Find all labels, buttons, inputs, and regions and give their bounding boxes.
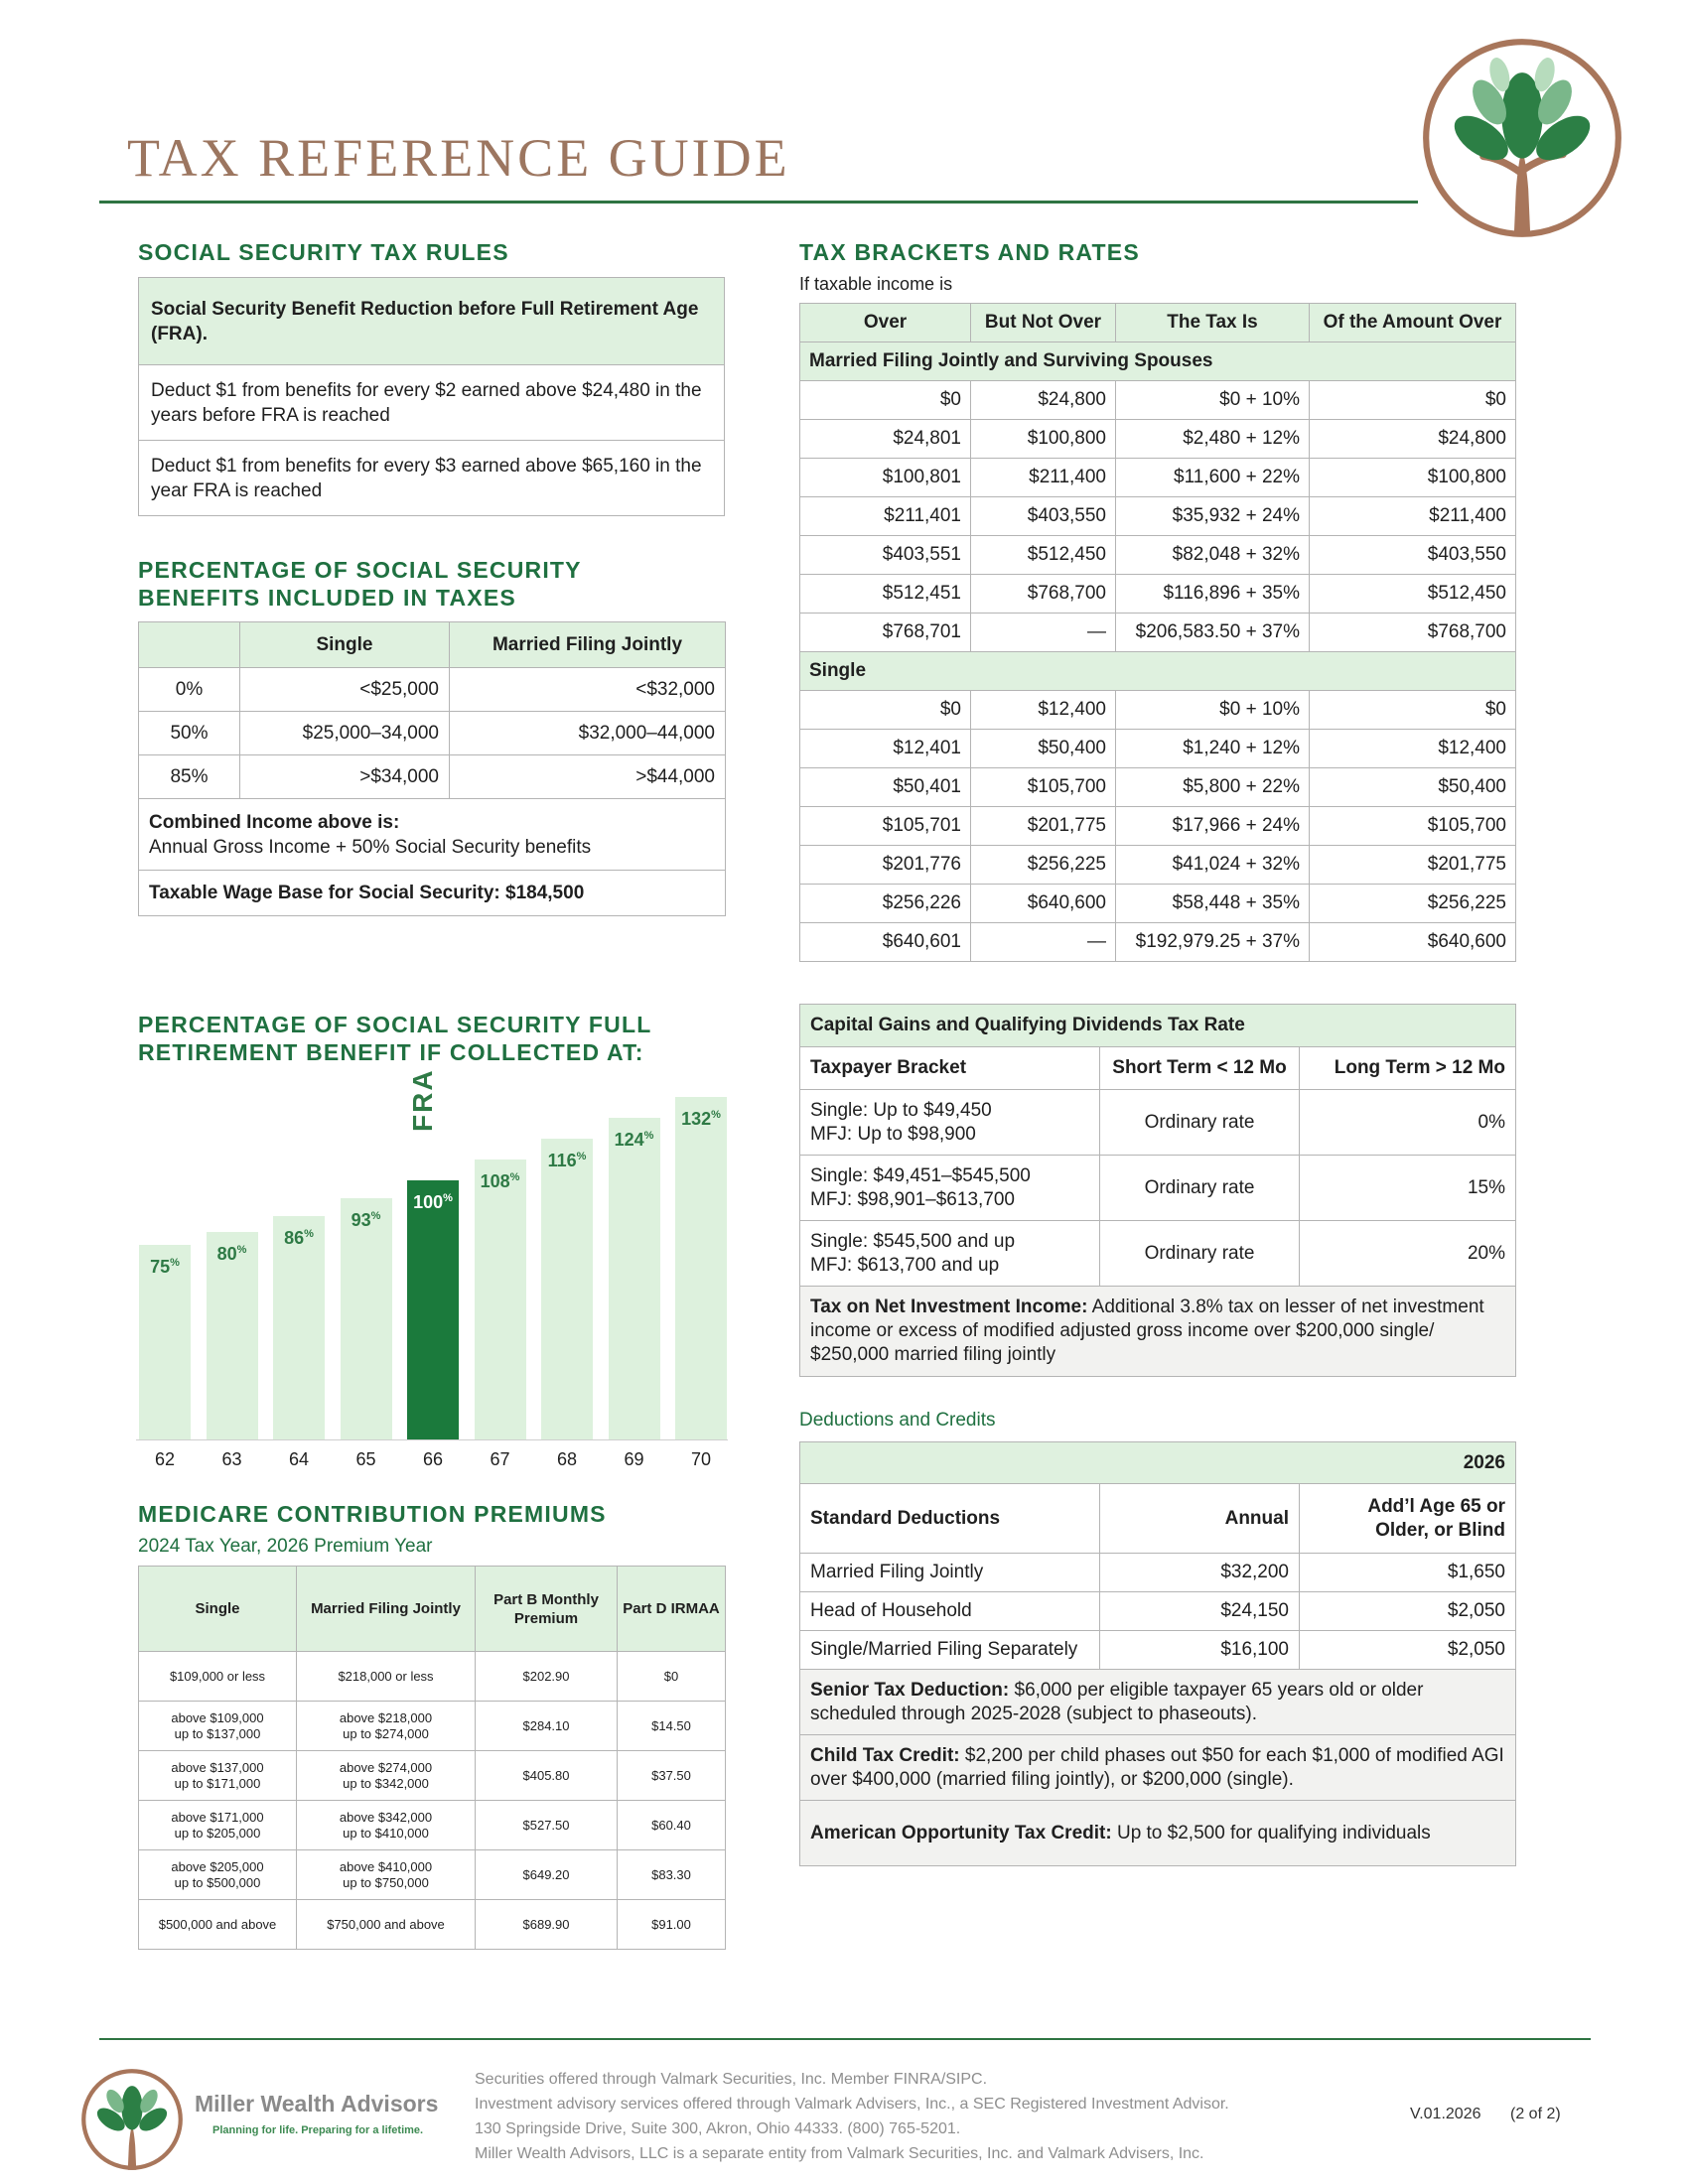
col-over: Over bbox=[800, 304, 971, 342]
child-credit-note bbox=[800, 1735, 1516, 1801]
range-line: above $218,000 bbox=[339, 1709, 433, 1725]
ss-rules-table bbox=[138, 277, 725, 516]
bracket-cell: $206,583.50 + 37% bbox=[1116, 614, 1310, 652]
medicare-single-range bbox=[139, 1801, 297, 1850]
table-row bbox=[800, 1631, 1516, 1670]
range-line: $500,000 and above bbox=[158, 1916, 277, 1932]
medicare-rows bbox=[139, 1652, 726, 1950]
bracket-cell: $12,401 bbox=[800, 730, 971, 768]
niit-note bbox=[800, 1287, 1516, 1377]
disclosure-line: Securities offered through Valmark Securities, Inc. Member FINRA/SIPC. bbox=[475, 2071, 988, 2088]
bracket-cell: $24,800 bbox=[1310, 420, 1516, 459]
range-line: $218,000 or less bbox=[338, 1668, 434, 1684]
bracket-cell: $41,024 + 32% bbox=[1116, 846, 1310, 885]
capgains-bracket-single: Single: $545,500 and up bbox=[810, 1230, 1016, 1252]
ss-pct-cell: >$44,000 bbox=[450, 755, 726, 799]
aotc-text: Up to $2,500 for qualifying individuals bbox=[1111, 1822, 1431, 1843]
deductions-col-addl: Add’l Age 65 or Older, or Blind bbox=[1300, 1484, 1516, 1554]
single-group-label: Single bbox=[800, 652, 1516, 691]
chart-bar-65 bbox=[341, 1198, 392, 1439]
range-line: up to $171,000 bbox=[174, 1775, 261, 1791]
table-row bbox=[800, 846, 1516, 885]
x-tick-label: 69 bbox=[624, 1449, 644, 1469]
bracket-cell: $2,480 + 12% bbox=[1116, 420, 1310, 459]
bracket-cell: $58,448 + 35% bbox=[1116, 885, 1310, 923]
x-tick-label: 64 bbox=[288, 1449, 310, 1469]
ss-pct-empty-head bbox=[139, 622, 240, 668]
bracket-cell: $105,700 bbox=[1310, 807, 1516, 846]
medicare-partb-premium: $202.90 bbox=[476, 1652, 618, 1702]
ss-pct-cell: 0% bbox=[139, 668, 240, 712]
chart-bar-67 bbox=[475, 1160, 526, 1439]
capgains-bracket-mfj: MFJ: Up to $98,900 bbox=[810, 1123, 976, 1145]
ss-rule-before-fra: Deduct $1 from benefits for every $2 earned above $24,480 in the years before FRA is reached bbox=[139, 365, 725, 441]
medicare-col-partb: Part B Monthly Premium bbox=[476, 1567, 618, 1652]
bracket-cell: $105,701 bbox=[800, 807, 971, 846]
bar-value-label: 93% bbox=[351, 1209, 381, 1230]
range-line: up to $750,000 bbox=[343, 1874, 429, 1890]
medicare-single-range bbox=[139, 1751, 297, 1801]
bracket-cell: $768,700 bbox=[1310, 614, 1516, 652]
medicare-partb-premium: $649.20 bbox=[476, 1850, 618, 1900]
benefit-chart-heading-line2: RETIREMENT BENEFIT IF COLLECTED AT: bbox=[138, 1039, 644, 1065]
medicare-table bbox=[138, 1566, 726, 1950]
medicare-partd-irmaa: $91.00 bbox=[618, 1900, 726, 1950]
range-line: above $137,000 bbox=[171, 1759, 264, 1775]
bracket-cell: $0 bbox=[1310, 381, 1516, 420]
deduction-annual: $24,150 bbox=[1100, 1592, 1300, 1631]
medicare-partd-irmaa: $60.40 bbox=[618, 1801, 726, 1850]
table-row bbox=[800, 614, 1516, 652]
bracket-cell: $100,801 bbox=[800, 459, 971, 497]
bracket-cell: $211,401 bbox=[800, 497, 971, 536]
medicare-partd-irmaa: $14.50 bbox=[618, 1702, 726, 1751]
bracket-cell: $24,801 bbox=[800, 420, 971, 459]
x-tick-label: 66 bbox=[422, 1449, 444, 1469]
bracket-cell: $640,600 bbox=[1310, 923, 1516, 962]
combined-income-text: Annual Gross Income + 50% Social Security benefits bbox=[149, 836, 592, 858]
bracket-cell: $403,550 bbox=[971, 497, 1116, 536]
ss-pct-heading-line2: BENEFITS INCLUDED IN TAXES bbox=[138, 585, 516, 611]
bracket-cell: $0 bbox=[1310, 691, 1516, 730]
brackets-heading: TAX BRACKETS AND RATES bbox=[799, 239, 1140, 265]
table-row bbox=[800, 1592, 1516, 1631]
table-row bbox=[800, 420, 1516, 459]
table-row bbox=[139, 1801, 726, 1850]
bracket-cell: $50,400 bbox=[971, 730, 1116, 768]
deductions-col-std: Standard Deductions bbox=[800, 1484, 1100, 1554]
benefit-chart-heading bbox=[138, 1011, 651, 1066]
deduction-label: Head of Household bbox=[800, 1592, 1100, 1631]
bar-value-label: 86% bbox=[284, 1228, 314, 1249]
medicare-mfj-range bbox=[297, 1702, 476, 1751]
niit-text: Additional 3.8% tax on lesser of net investment income or excess of modified adjusted gross income over $200,000 single/ $250,000 married filing jointly bbox=[810, 1297, 1484, 1365]
table-row bbox=[800, 1090, 1516, 1156]
ss-pct-cell: >$34,000 bbox=[240, 755, 450, 799]
bracket-cell: $50,401 bbox=[800, 768, 971, 807]
capgains-long-rate: 15% bbox=[1300, 1156, 1516, 1221]
medicare-col-mfj: Married Filing Jointly bbox=[297, 1567, 476, 1652]
combined-income-label: Combined Income above is: bbox=[149, 811, 400, 833]
table-row bbox=[800, 575, 1516, 614]
range-line: above $342,000 bbox=[339, 1809, 433, 1825]
table-row bbox=[800, 459, 1516, 497]
brand-name: Miller Wealth Advisors bbox=[195, 2091, 439, 2116]
table-row bbox=[800, 1156, 1516, 1221]
chart-bar-64 bbox=[273, 1216, 325, 1439]
bracket-cell: — bbox=[971, 614, 1116, 652]
table-row bbox=[139, 712, 726, 755]
bracket-cell: $256,226 bbox=[800, 885, 971, 923]
range-line: above $410,000 bbox=[339, 1858, 433, 1874]
chart-baseline bbox=[136, 1439, 728, 1440]
ss-rule-fra-year: Deduct $1 from benefits for every $3 earned above $65,160 in the year FRA is reached bbox=[139, 441, 725, 516]
bracket-cell: $24,800 bbox=[971, 381, 1116, 420]
bracket-cell: $403,550 bbox=[1310, 536, 1516, 575]
col-not-over: But Not Over bbox=[971, 304, 1116, 342]
title-divider bbox=[99, 201, 1418, 204]
bracket-cell: $0 + 10% bbox=[1116, 381, 1310, 420]
medicare-single-range bbox=[139, 1702, 297, 1751]
range-line: $109,000 or less bbox=[169, 1668, 266, 1684]
mfj-group-label: Married Filing Jointly and Surviving Spouses bbox=[800, 342, 1516, 381]
table-row bbox=[139, 1702, 726, 1751]
medicare-partd-irmaa: $0 bbox=[618, 1652, 726, 1702]
deduction-annual: $32,200 bbox=[1100, 1554, 1300, 1592]
bracket-cell: $12,400 bbox=[1310, 730, 1516, 768]
capgains-table bbox=[799, 1004, 1516, 1377]
x-tick-label: 62 bbox=[154, 1449, 176, 1469]
bracket-cell: $211,400 bbox=[1310, 497, 1516, 536]
deduction-additional: $2,050 bbox=[1300, 1631, 1516, 1670]
brand-tagline: Planning for life. Preparing for a lifetime. bbox=[212, 2124, 424, 2136]
ss-pct-col-single: Single bbox=[240, 622, 450, 668]
disclosure-line: Investment advisory services offered through Valmark Advisers, Inc., a SEC Registered Investment Advisor. bbox=[475, 2096, 1229, 2113]
bracket-cell: $116,896 + 35% bbox=[1116, 575, 1310, 614]
bracket-cell: $100,800 bbox=[971, 420, 1116, 459]
table-row bbox=[800, 768, 1516, 807]
range-line: above $274,000 bbox=[339, 1759, 433, 1775]
capgains-short-rate: Ordinary rate bbox=[1100, 1221, 1300, 1287]
capgains-bracket-single: Single: Up to $49,450 bbox=[810, 1099, 992, 1121]
child-credit-label: Child Tax Credit: bbox=[810, 1744, 960, 1766]
table-row bbox=[800, 1221, 1516, 1287]
table-row bbox=[800, 536, 1516, 575]
brackets-caption: If taxable income is bbox=[799, 274, 953, 294]
bracket-cell: $12,400 bbox=[971, 691, 1116, 730]
col-tax-is: The Tax Is bbox=[1116, 304, 1310, 342]
wage-base-note: Taxable Wage Base for Social Security: $184,500 bbox=[139, 871, 726, 916]
capgains-bracket-cell bbox=[800, 1090, 1100, 1156]
medicare-mfj-range bbox=[297, 1652, 476, 1702]
range-line: up to $410,000 bbox=[343, 1825, 429, 1841]
disclosure-line: 130 Springside Drive, Suite 300, Akron, Ohio 44333. (800) 765-5201. bbox=[475, 2120, 961, 2137]
medicare-mfj-range bbox=[297, 1900, 476, 1950]
capgains-col-bracket: Taxpayer Bracket bbox=[800, 1047, 1100, 1090]
bracket-cell: $640,600 bbox=[971, 885, 1116, 923]
ss-pct-cell: <$25,000 bbox=[240, 668, 450, 712]
capgains-col-long: Long Term > 12 Mo bbox=[1300, 1047, 1516, 1090]
range-line: up to $342,000 bbox=[343, 1775, 429, 1791]
bracket-cell: $211,400 bbox=[971, 459, 1116, 497]
capgains-short-rate: Ordinary rate bbox=[1100, 1090, 1300, 1156]
tree-logo-icon bbox=[1420, 36, 1624, 240]
capgains-bracket-single: Single: $49,451–$545,500 bbox=[810, 1164, 1031, 1186]
ss-pct-heading bbox=[138, 556, 582, 612]
chart-bar-70 bbox=[675, 1097, 727, 1439]
table-row bbox=[139, 1900, 726, 1950]
bracket-cell: $512,451 bbox=[800, 575, 971, 614]
medicare-col-single: Single bbox=[139, 1567, 297, 1652]
bar-value-label: 132% bbox=[681, 1109, 721, 1129]
table-row bbox=[800, 691, 1516, 730]
mfj-rows bbox=[800, 381, 1516, 652]
bracket-cell: $11,600 + 22% bbox=[1116, 459, 1310, 497]
tree-logo-icon bbox=[79, 2067, 185, 2172]
benefit-chart-heading-line1: PERCENTAGE OF SOCIAL SECURITY FULL bbox=[138, 1012, 652, 1037]
aotc-label: American Opportunity Tax Credit: bbox=[810, 1822, 1112, 1843]
bracket-cell: $0 bbox=[800, 691, 971, 730]
bracket-cell: $403,551 bbox=[800, 536, 971, 575]
bracket-cell: $1,240 + 12% bbox=[1116, 730, 1310, 768]
bracket-cell: $512,450 bbox=[1310, 575, 1516, 614]
child-credit-text: $2,200 per child phases out $50 for each $1,000 of modified AGI over $400,000 (married filing jointly), or $200,000 (single). bbox=[810, 1744, 1504, 1790]
range-line: up to $137,000 bbox=[174, 1725, 261, 1741]
chart-bar-66 bbox=[407, 1180, 459, 1439]
range-line: above $205,000 bbox=[171, 1858, 264, 1874]
medicare-mfj-range bbox=[297, 1751, 476, 1801]
bracket-cell: $512,450 bbox=[971, 536, 1116, 575]
footer-disclosure bbox=[475, 2067, 1229, 2166]
capgains-title: Capital Gains and Qualifying Dividends Tax Rate bbox=[800, 1005, 1516, 1047]
ss-rules-box-title: Social Security Benefit Reduction before Full Retirement Age (FRA). bbox=[139, 278, 725, 365]
range-line: $750,000 and above bbox=[327, 1916, 445, 1932]
capgains-bracket-cell bbox=[800, 1156, 1100, 1221]
chart-bar-68 bbox=[541, 1139, 593, 1439]
chart-bar-69 bbox=[609, 1118, 660, 1439]
single-rows bbox=[800, 691, 1516, 962]
table-row bbox=[800, 1554, 1516, 1592]
page-title: TAX REFERENCE GUIDE bbox=[127, 128, 790, 188]
x-tick-label: 67 bbox=[490, 1449, 510, 1469]
ss-pct-cell: 50% bbox=[139, 712, 240, 755]
bracket-cell: $256,225 bbox=[971, 846, 1116, 885]
bar-value-label: 80% bbox=[216, 1243, 247, 1264]
deduction-annual: $16,100 bbox=[1100, 1631, 1300, 1670]
capgains-col-short: Short Term < 12 Mo bbox=[1100, 1047, 1300, 1090]
ss-pct-cell: 85% bbox=[139, 755, 240, 799]
ss-rules-heading: SOCIAL SECURITY TAX RULES bbox=[138, 239, 509, 265]
table-row bbox=[800, 381, 1516, 420]
brackets-table bbox=[799, 303, 1516, 962]
bracket-cell: $0 bbox=[800, 381, 971, 420]
capgains-long-rate: 0% bbox=[1300, 1090, 1516, 1156]
bracket-cell: $50,400 bbox=[1310, 768, 1516, 807]
table-row bbox=[139, 1652, 726, 1702]
medicare-col-partd: Part D IRMAA bbox=[618, 1567, 726, 1652]
bracket-cell: $256,225 bbox=[1310, 885, 1516, 923]
ss-pct-table bbox=[138, 621, 726, 916]
x-tick-label: 70 bbox=[690, 1449, 712, 1469]
table-row bbox=[800, 497, 1516, 536]
medicare-partd-irmaa: $37.50 bbox=[618, 1751, 726, 1801]
bar-value-label: 108% bbox=[480, 1170, 520, 1191]
bar-value-label: 75% bbox=[150, 1256, 180, 1277]
bracket-cell: $201,775 bbox=[1310, 846, 1516, 885]
version-label: V.01.2026 bbox=[1410, 2106, 1481, 2122]
capgains-short-rate: Ordinary rate bbox=[1100, 1156, 1300, 1221]
table-row bbox=[800, 885, 1516, 923]
bracket-cell: $35,932 + 24% bbox=[1116, 497, 1310, 536]
medicare-mfj-range bbox=[297, 1801, 476, 1850]
medicare-partd-irmaa: $83.30 bbox=[618, 1850, 726, 1900]
table-row bbox=[139, 668, 726, 712]
senior-deduction-note bbox=[800, 1670, 1516, 1735]
footer-divider bbox=[99, 2038, 1591, 2040]
bar-value-label: 116% bbox=[547, 1150, 587, 1170]
fra-label: FRA bbox=[407, 1068, 438, 1132]
niit-label: Tax on Net Investment Income: bbox=[810, 1297, 1088, 1317]
bracket-cell: $201,776 bbox=[800, 846, 971, 885]
table-row bbox=[800, 730, 1516, 768]
bracket-cell: $201,775 bbox=[971, 807, 1116, 846]
range-line: up to $274,000 bbox=[343, 1725, 429, 1741]
ss-pct-cell: $25,000–34,000 bbox=[240, 712, 450, 755]
ss-pct-cell: $32,000–44,000 bbox=[450, 712, 726, 755]
x-tick-label: 68 bbox=[556, 1449, 578, 1469]
deductions-heading: Deductions and Credits bbox=[799, 1410, 996, 1431]
senior-deduction-label: Senior Tax Deduction: bbox=[810, 1679, 1010, 1701]
ss-pct-heading-line1: PERCENTAGE OF SOCIAL SECURITY bbox=[138, 557, 582, 583]
disclosure-line: Miller Wealth Advisors, LLC is a separate entity from Valmark Securities, Inc. and Valmark Advisers, Inc. bbox=[475, 2145, 1204, 2162]
range-line: above $109,000 bbox=[171, 1709, 264, 1725]
medicare-mfj-range bbox=[297, 1850, 476, 1900]
bracket-cell: $17,966 + 24% bbox=[1116, 807, 1310, 846]
bracket-cell: $192,979.25 + 37% bbox=[1116, 923, 1310, 962]
bracket-cell: $105,700 bbox=[971, 768, 1116, 807]
medicare-heading: MEDICARE CONTRIBUTION PREMIUMS bbox=[138, 1501, 607, 1527]
deductions-rows bbox=[800, 1554, 1516, 1670]
range-line: up to $500,000 bbox=[174, 1874, 261, 1890]
table-row bbox=[139, 1751, 726, 1801]
aotc-note bbox=[800, 1801, 1516, 1866]
medicare-partb-premium: $284.10 bbox=[476, 1702, 618, 1751]
medicare-caption: 2024 Tax Year, 2026 Premium Year bbox=[138, 1536, 433, 1557]
deduction-additional: $2,050 bbox=[1300, 1592, 1516, 1631]
table-row bbox=[139, 755, 726, 799]
range-line: above $171,000 bbox=[171, 1809, 264, 1825]
x-tick-label: 65 bbox=[355, 1449, 376, 1469]
bracket-cell: $82,048 + 32% bbox=[1116, 536, 1310, 575]
deduction-label: Married Filing Jointly bbox=[800, 1554, 1100, 1592]
medicare-single-range bbox=[139, 1900, 297, 1950]
capgains-long-rate: 20% bbox=[1300, 1221, 1516, 1287]
bracket-cell: $5,800 + 22% bbox=[1116, 768, 1310, 807]
bar-value-label: 124% bbox=[614, 1129, 654, 1150]
combined-income-note bbox=[139, 799, 726, 871]
capgains-bracket-mfj: MFJ: $613,700 and up bbox=[810, 1254, 1000, 1276]
ss-pct-cell: <$32,000 bbox=[450, 668, 726, 712]
medicare-partb-premium: $527.50 bbox=[476, 1801, 618, 1850]
range-line: up to $205,000 bbox=[174, 1825, 261, 1841]
bracket-cell: $768,701 bbox=[800, 614, 971, 652]
x-tick-label: 63 bbox=[221, 1449, 242, 1469]
deduction-label: Single/Married Filing Separately bbox=[800, 1631, 1100, 1670]
capgains-bracket-mfj: MFJ: $98,901–$613,700 bbox=[810, 1188, 1015, 1210]
deductions-year: 2026 bbox=[800, 1442, 1516, 1484]
col-amount-over: Of the Amount Over bbox=[1310, 304, 1516, 342]
bar-value-label: 100% bbox=[413, 1191, 453, 1212]
senior-deduction-text: $6,000 per eligible taxpayer 65 years old or older scheduled through 2025-2028 (subject to phaseouts). bbox=[810, 1679, 1424, 1724]
bracket-cell: $640,601 bbox=[800, 923, 971, 962]
capgains-bracket-cell bbox=[800, 1221, 1100, 1287]
table-row bbox=[800, 807, 1516, 846]
deductions-table bbox=[799, 1441, 1516, 1866]
table-row bbox=[800, 923, 1516, 962]
capgains-rows bbox=[800, 1090, 1516, 1287]
medicare-single-range bbox=[139, 1850, 297, 1900]
deductions-col-annual: Annual bbox=[1100, 1484, 1300, 1554]
deduction-additional: $1,650 bbox=[1300, 1554, 1516, 1592]
ss-pct-col-mfj: Married Filing Jointly bbox=[450, 622, 726, 668]
table-row bbox=[139, 1850, 726, 1900]
medicare-partb-premium: $405.80 bbox=[476, 1751, 618, 1801]
page-number: (2 of 2) bbox=[1510, 2106, 1561, 2122]
medicare-partb-premium: $689.90 bbox=[476, 1900, 618, 1950]
bracket-cell: $100,800 bbox=[1310, 459, 1516, 497]
medicare-single-range bbox=[139, 1652, 297, 1702]
bracket-cell: $0 + 10% bbox=[1116, 691, 1310, 730]
bracket-cell: $768,700 bbox=[971, 575, 1116, 614]
bracket-cell: — bbox=[971, 923, 1116, 962]
